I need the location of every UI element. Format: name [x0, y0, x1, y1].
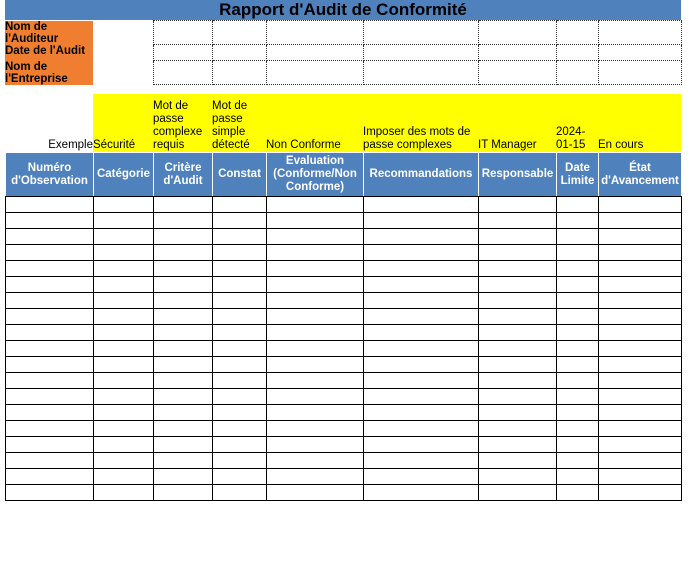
- audit-date-field[interactable]: [153, 45, 212, 61]
- table-row: [6, 197, 682, 213]
- table-cell[interactable]: [599, 293, 682, 309]
- example-label: Exemple: [5, 94, 93, 155]
- table-cell[interactable]: [364, 405, 479, 421]
- table-cell[interactable]: [154, 197, 213, 213]
- auditor-name-field[interactable]: [153, 21, 212, 45]
- column-header-deadline: Date Limite: [557, 153, 599, 197]
- auditor-name-field[interactable]: [212, 21, 266, 45]
- table-cell[interactable]: [213, 437, 267, 453]
- table-cell[interactable]: [6, 453, 94, 469]
- table-cell[interactable]: [364, 213, 479, 229]
- table-cell[interactable]: [599, 261, 682, 277]
- audit-date-field[interactable]: [556, 45, 598, 61]
- table-cell[interactable]: [213, 389, 267, 405]
- example-category[interactable]: Sécurité: [93, 94, 153, 155]
- table-cell[interactable]: [267, 261, 364, 277]
- table-cell[interactable]: [267, 213, 364, 229]
- table-cell[interactable]: [557, 453, 599, 469]
- table-cell[interactable]: [557, 437, 599, 453]
- column-header-owner: Responsable: [479, 153, 557, 197]
- table-cell[interactable]: [154, 325, 213, 341]
- table-cell[interactable]: [6, 309, 94, 325]
- table-cell[interactable]: [599, 197, 682, 213]
- table-cell[interactable]: [364, 357, 479, 373]
- table-cell[interactable]: [267, 421, 364, 437]
- table-cell[interactable]: [94, 389, 154, 405]
- table-cell[interactable]: [6, 261, 94, 277]
- audit-date-field[interactable]: [363, 45, 478, 61]
- table-cell[interactable]: [6, 437, 94, 453]
- table-cell[interactable]: [213, 373, 267, 389]
- table-cell[interactable]: [213, 261, 267, 277]
- table-cell[interactable]: [94, 309, 154, 325]
- table-cell[interactable]: [213, 245, 267, 261]
- table-cell[interactable]: [213, 325, 267, 341]
- column-header-audit-criterion: Critère d'Audit: [154, 153, 213, 197]
- table-cell[interactable]: [154, 453, 213, 469]
- table-row: [6, 229, 682, 245]
- table-cell[interactable]: [213, 213, 267, 229]
- table-cell[interactable]: [599, 389, 682, 405]
- table-cell[interactable]: [213, 309, 267, 325]
- table-cell[interactable]: [94, 421, 154, 437]
- report-title: Rapport d'Audit de Conformité: [5, 0, 681, 20]
- table-cell[interactable]: [213, 421, 267, 437]
- table-cell[interactable]: [94, 277, 154, 293]
- table-cell[interactable]: [94, 485, 154, 501]
- table-cell[interactable]: [479, 373, 557, 389]
- table-cell[interactable]: [267, 357, 364, 373]
- audit-date-field[interactable]: [266, 45, 363, 61]
- column-header-status: État d'Avancement: [599, 153, 682, 197]
- auditor-name-field[interactable]: [556, 21, 598, 45]
- table-cell[interactable]: [213, 277, 267, 293]
- table-cell[interactable]: [599, 341, 682, 357]
- table-cell[interactable]: [267, 197, 364, 213]
- table-cell[interactable]: [267, 485, 364, 501]
- table-cell[interactable]: [154, 213, 213, 229]
- table-cell[interactable]: [94, 325, 154, 341]
- auditor-name-label: Nom de l'Auditeur: [5, 21, 93, 45]
- table-cell[interactable]: [154, 469, 213, 485]
- table-cell[interactable]: [479, 357, 557, 373]
- table-cell[interactable]: [94, 469, 154, 485]
- table-cell[interactable]: [94, 229, 154, 245]
- table-cell[interactable]: [364, 485, 479, 501]
- table-cell[interactable]: [94, 245, 154, 261]
- audit-date-label: Date de l'Audit: [5, 45, 93, 61]
- table-cell[interactable]: [6, 325, 94, 341]
- table-cell[interactable]: [154, 341, 213, 357]
- audit-date-field[interactable]: [212, 45, 266, 61]
- table-cell[interactable]: [154, 277, 213, 293]
- auditor-name-field[interactable]: [363, 21, 478, 45]
- table-cell[interactable]: [599, 485, 682, 501]
- table-cell[interactable]: [267, 293, 364, 309]
- table-cell[interactable]: [213, 293, 267, 309]
- table-cell[interactable]: [267, 341, 364, 357]
- table-cell[interactable]: [154, 437, 213, 453]
- table-cell[interactable]: [213, 197, 267, 213]
- table-cell[interactable]: [557, 197, 599, 213]
- example-evaluation[interactable]: Non Conforme: [266, 94, 363, 155]
- table-cell[interactable]: [557, 373, 599, 389]
- example-criterion[interactable]: Mot de passe complexe requis: [153, 94, 212, 155]
- table-row: [6, 421, 682, 437]
- auditor-name-field[interactable]: [598, 21, 681, 45]
- table-cell[interactable]: [213, 357, 267, 373]
- table-cell[interactable]: [557, 469, 599, 485]
- table-cell[interactable]: [557, 421, 599, 437]
- column-header-finding: Constat: [213, 153, 267, 197]
- table-cell[interactable]: [213, 485, 267, 501]
- table-cell[interactable]: [213, 453, 267, 469]
- table-cell[interactable]: [557, 389, 599, 405]
- table-cell[interactable]: [599, 405, 682, 421]
- table-cell[interactable]: [94, 405, 154, 421]
- table-cell[interactable]: [364, 389, 479, 405]
- table-cell[interactable]: [599, 437, 682, 453]
- table-cell[interactable]: [94, 373, 154, 389]
- audit-date-field[interactable]: [598, 45, 681, 61]
- table-cell[interactable]: [267, 405, 364, 421]
- example-owner[interactable]: IT Manager: [478, 94, 556, 155]
- table-cell[interactable]: [479, 485, 557, 501]
- table-cell[interactable]: [364, 437, 479, 453]
- table-cell[interactable]: [599, 373, 682, 389]
- table-cell[interactable]: [154, 421, 213, 437]
- table-cell[interactable]: [599, 357, 682, 373]
- table-row: [6, 389, 682, 405]
- table-cell[interactable]: [267, 437, 364, 453]
- company-name-field[interactable]: [266, 61, 363, 85]
- table-cell[interactable]: [599, 229, 682, 245]
- table-cell[interactable]: [599, 421, 682, 437]
- table-cell[interactable]: [479, 261, 557, 277]
- table-cell[interactable]: [599, 213, 682, 229]
- table-cell[interactable]: [364, 373, 479, 389]
- audit-info-block: [5, 20, 682, 85]
- table-cell[interactable]: [557, 229, 599, 245]
- example-recommendation[interactable]: Imposer des mots de passe complexes: [363, 94, 478, 155]
- table-cell[interactable]: [6, 197, 94, 213]
- table-cell[interactable]: [599, 277, 682, 293]
- table-cell[interactable]: [557, 293, 599, 309]
- audit-date-field[interactable]: [478, 45, 556, 61]
- auditor-name-field[interactable]: [478, 21, 556, 45]
- table-cell[interactable]: [6, 469, 94, 485]
- table-cell[interactable]: [154, 373, 213, 389]
- table-cell[interactable]: [557, 405, 599, 421]
- table-cell[interactable]: [94, 357, 154, 373]
- table-cell[interactable]: [154, 389, 213, 405]
- table-cell[interactable]: [557, 309, 599, 325]
- company-name-field[interactable]: [478, 61, 556, 85]
- table-cell[interactable]: [6, 357, 94, 373]
- table-cell[interactable]: [154, 357, 213, 373]
- table-cell[interactable]: [94, 341, 154, 357]
- table-cell[interactable]: [479, 421, 557, 437]
- table-cell[interactable]: [479, 293, 557, 309]
- table-cell[interactable]: [213, 405, 267, 421]
- table-cell[interactable]: [364, 277, 479, 293]
- table-cell[interactable]: [479, 405, 557, 421]
- table-cell[interactable]: [6, 421, 94, 437]
- table-row: [6, 453, 682, 469]
- company-name-field[interactable]: [363, 61, 478, 85]
- table-cell[interactable]: [154, 261, 213, 277]
- table-row: [6, 213, 682, 229]
- table-cell[interactable]: [599, 245, 682, 261]
- table-row: [6, 341, 682, 357]
- example-deadline[interactable]: 2024-01-15: [556, 94, 598, 155]
- table-cell[interactable]: [6, 229, 94, 245]
- table-cell[interactable]: [6, 277, 94, 293]
- table-row: [6, 261, 682, 277]
- table-cell[interactable]: [557, 357, 599, 373]
- table-cell[interactable]: [557, 261, 599, 277]
- company-name-label: Nom de l'Entreprise: [5, 61, 93, 85]
- table-cell[interactable]: [479, 229, 557, 245]
- table-cell[interactable]: [557, 245, 599, 261]
- column-header-recommendations: Recommandations: [364, 153, 479, 197]
- table-cell[interactable]: [213, 229, 267, 245]
- table-cell[interactable]: [364, 325, 479, 341]
- table-cell[interactable]: [599, 309, 682, 325]
- company-name-field[interactable]: [556, 61, 598, 85]
- table-cell[interactable]: [154, 245, 213, 261]
- table-cell[interactable]: [364, 309, 479, 325]
- company-name-field[interactable]: [212, 61, 266, 85]
- table-cell[interactable]: [94, 197, 154, 213]
- table-cell[interactable]: [479, 389, 557, 405]
- table-cell[interactable]: [479, 341, 557, 357]
- example-row: [5, 94, 681, 155]
- table-cell[interactable]: [557, 341, 599, 357]
- table-cell[interactable]: [479, 245, 557, 261]
- company-name-field[interactable]: [598, 61, 681, 85]
- column-header-category: Catégorie: [94, 153, 154, 197]
- column-header-observation-number: Numéro d'Observation: [6, 153, 94, 197]
- table-cell[interactable]: [599, 469, 682, 485]
- table-cell[interactable]: [267, 389, 364, 405]
- info-blank-cell: [93, 21, 153, 85]
- table-cell[interactable]: [94, 293, 154, 309]
- table-cell[interactable]: [364, 341, 479, 357]
- table-cell[interactable]: [364, 229, 479, 245]
- table-cell[interactable]: [267, 453, 364, 469]
- table-cell[interactable]: [6, 213, 94, 229]
- table-cell[interactable]: [213, 469, 267, 485]
- table-row: [6, 325, 682, 341]
- table-cell[interactable]: [154, 405, 213, 421]
- observations-table-body: [6, 197, 682, 501]
- example-finding[interactable]: Mot de passe simple détecté: [212, 94, 266, 155]
- table-cell[interactable]: [557, 485, 599, 501]
- table-cell[interactable]: [364, 421, 479, 437]
- table-cell[interactable]: [94, 213, 154, 229]
- table-cell[interactable]: [267, 277, 364, 293]
- table-cell[interactable]: [6, 245, 94, 261]
- table-cell[interactable]: [479, 325, 557, 341]
- table-cell[interactable]: [267, 309, 364, 325]
- table-cell[interactable]: [6, 485, 94, 501]
- column-header-evaluation: Evaluation (Conforme/Non Conforme): [267, 153, 364, 197]
- table-cell[interactable]: [94, 437, 154, 453]
- table-cell[interactable]: [154, 293, 213, 309]
- table-cell[interactable]: [6, 341, 94, 357]
- table-cell[interactable]: [599, 453, 682, 469]
- table-row: [6, 405, 682, 421]
- table-cell[interactable]: [6, 373, 94, 389]
- table-cell[interactable]: [479, 309, 557, 325]
- table-cell[interactable]: [364, 197, 479, 213]
- table-cell[interactable]: [267, 469, 364, 485]
- table-cell[interactable]: [364, 453, 479, 469]
- table-cell[interactable]: [557, 325, 599, 341]
- table-cell[interactable]: [364, 469, 479, 485]
- table-cell[interactable]: [94, 453, 154, 469]
- table-cell[interactable]: [364, 293, 479, 309]
- table-row: [6, 485, 682, 501]
- table-cell[interactable]: [599, 325, 682, 341]
- table-row: [6, 373, 682, 389]
- table-cell[interactable]: [213, 341, 267, 357]
- example-status[interactable]: En cours: [598, 94, 681, 155]
- table-cell[interactable]: [364, 245, 479, 261]
- table-cell[interactable]: [6, 293, 94, 309]
- table-cell[interactable]: [6, 405, 94, 421]
- table-cell[interactable]: [479, 277, 557, 293]
- table-cell[interactable]: [479, 469, 557, 485]
- table-cell[interactable]: [154, 229, 213, 245]
- table-cell[interactable]: [267, 325, 364, 341]
- table-row: [6, 277, 682, 293]
- company-name-field[interactable]: [153, 61, 212, 85]
- table-cell[interactable]: [479, 437, 557, 453]
- table-cell[interactable]: [479, 213, 557, 229]
- table-row: [6, 309, 682, 325]
- observations-table: [5, 152, 682, 501]
- table-cell[interactable]: [154, 309, 213, 325]
- table-cell[interactable]: [479, 453, 557, 469]
- table-cell[interactable]: [479, 197, 557, 213]
- table-cell[interactable]: [557, 277, 599, 293]
- table-row: [6, 469, 682, 485]
- table-cell[interactable]: [267, 373, 364, 389]
- table-cell[interactable]: [94, 261, 154, 277]
- table-cell[interactable]: [6, 389, 94, 405]
- table-row: [6, 437, 682, 453]
- table-cell[interactable]: [154, 485, 213, 501]
- table-row: [6, 293, 682, 309]
- table-cell[interactable]: [267, 229, 364, 245]
- table-row: [6, 357, 682, 373]
- table-cell[interactable]: [557, 213, 599, 229]
- table-cell[interactable]: [364, 261, 479, 277]
- table-cell[interactable]: [267, 245, 364, 261]
- auditor-name-field[interactable]: [266, 21, 363, 45]
- table-row: [6, 245, 682, 261]
